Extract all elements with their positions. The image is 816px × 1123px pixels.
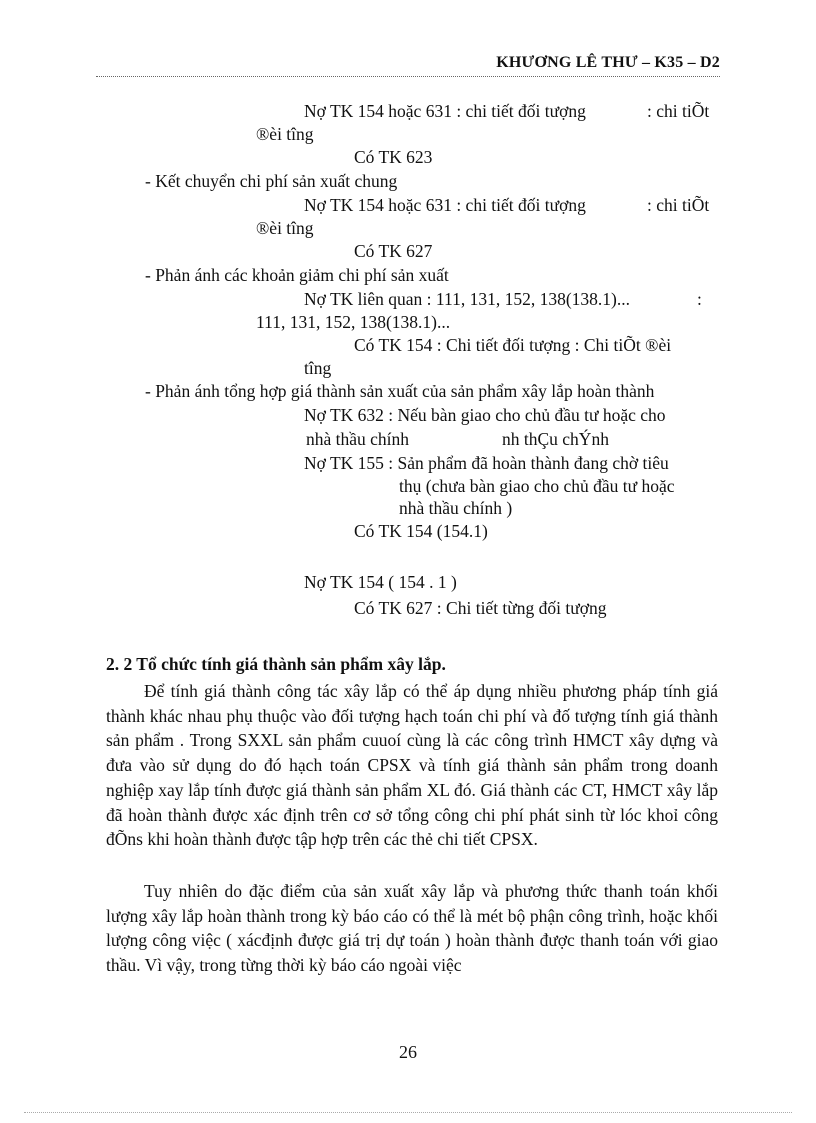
- entry-line: thụ (chưa bàn giao cho chủ đầu tư hoặc: [399, 476, 675, 496]
- entry-line: tîng: [304, 358, 332, 378]
- entry-line: Nợ TK 155 : Sản phẩm đã hoàn thành đang chờ tiêu: [304, 453, 669, 473]
- entry-line: nhà thầu chính: [306, 429, 410, 449]
- entry-line: : chi tiÕt: [647, 101, 710, 121]
- entry-line: Nợ TK liên quan : 111, 131, 152, 138(138.1)...: [304, 289, 631, 309]
- section-heading: 2. 2 Tổ chức tính giá thành sản phẩm xây lắp.: [106, 654, 446, 674]
- body-paragraph: Để tính giá thành công tác xây lắp có thể áp dụng nhiều phương pháp tính giá thành khác nhau phụ thuộc vào đối tượng hạch toán chi phí và đố tượng tính giá thành sản phẩm . Trong SXXL sản phẩm cuuoí cùng là các công trình HMCT xây dựng và đưa vào sử dụng do đó hạch toán CPSX và tính giá thành sản phẩm trong doanh nghiệp xay lắp tính được giá thành sản phẩm XL đó. Giá thành các CT, HMCT xây lắp đã hoàn thành được xác định trên cơ sở tổng công chi phí phát sinh từ lóc khoỉ công đÕns khi hoàn thành được tập hợp trên các thẻ chi tiết CPSX.: [106, 681, 718, 850]
- entry-line: Có TK 627 : Chi tiết từng đối tượng: [354, 598, 607, 618]
- body-paragraph: Tuy nhiên do đặc điểm của sản xuất xây lắp và phương thức thanh toán khối lượng xây lắp hoàn thành trong kỳ báo cáo có thể là mét bộ phận công trình, hoặc khối lượng công việc ( xácđịnh được giá trị dự toán ) hoàn thành được thanh toán với giao thầu. Vì vậy, trong từng thời kỳ báo cáo ngoài việc: [106, 881, 718, 976]
- entry-line: nh thÇu chÝnh: [502, 429, 609, 449]
- entry-heading: - Phản ánh tổng hợp giá thành sản xuất của sản phẩm xây lắp hoàn thành: [145, 381, 655, 401]
- entry-line: ®èi tîng: [256, 218, 314, 238]
- entry-line: Nợ TK 154 ( 154 . 1 ): [304, 572, 457, 592]
- header-divider: [96, 76, 720, 77]
- entry-line: Có TK 154 : Chi tiết đối tượng : Chi tiÕt ®èi: [354, 335, 672, 355]
- footer-divider: [24, 1112, 792, 1113]
- entry-line: Nợ TK 154 hoặc 631 : chi tiết đối tượng: [304, 101, 586, 121]
- entry-line: 111, 131, 152, 138(138.1)...: [256, 312, 451, 332]
- entry-line: nhà thầu chính ): [399, 498, 513, 518]
- entry-heading: - Phản ánh các khoản giảm chi phí sản xuất: [145, 265, 449, 285]
- entry-line: Có TK 627: [354, 241, 433, 261]
- entry-line: :: [697, 289, 702, 309]
- entry-heading: - Kết chuyển chi phí sản xuất chung: [145, 171, 398, 191]
- entry-line: Có TK 154 (154.1): [354, 521, 488, 541]
- entry-line: ®èi tîng: [256, 124, 314, 144]
- running-header: KHƯƠNG LÊ THƯ – K35 – D2: [496, 54, 720, 71]
- entry-line: Nợ TK 632 : Nếu bàn giao cho chủ đầu tư hoặc cho: [304, 405, 666, 425]
- entry-line: Có TK 623: [354, 147, 433, 167]
- entry-line: Nợ TK 154 hoặc 631 : chi tiết đối tượng: [304, 195, 586, 215]
- page-number: 26: [399, 1042, 417, 1062]
- entry-line: : chi tiÕt: [647, 195, 710, 215]
